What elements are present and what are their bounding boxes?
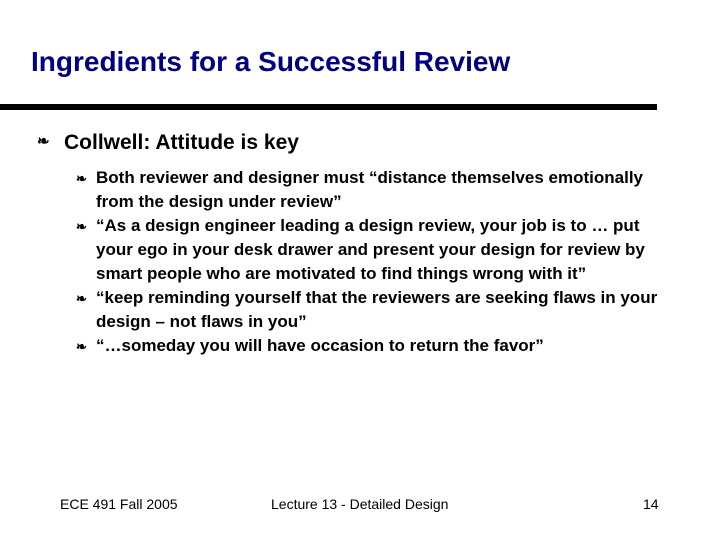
bullet-icon: ❧ <box>76 339 87 354</box>
bullet-icon: ❧ <box>37 133 50 150</box>
sub-bullet-text: “As a design engineer leading a design review, your job is to … put your ego in your desk drawer and present your design for review by smart people who are motivated to find things wrong with it” <box>96 216 645 283</box>
sub-bullet-item <box>76 214 666 286</box>
page-number: 14 <box>643 496 659 512</box>
bullet-icon: ❧ <box>76 219 87 234</box>
bullet-icon: ❧ <box>76 291 87 306</box>
sub-bullet-item <box>76 166 666 214</box>
title-divider <box>0 104 657 110</box>
sub-bullet-text: “…someday you will have occasion to return the favor” <box>96 336 544 355</box>
bullet-icon: ❧ <box>76 171 87 186</box>
main-bullet <box>37 131 677 155</box>
footer-course: ECE 491 Fall 2005 <box>60 496 178 512</box>
sub-bullet-item <box>76 334 666 358</box>
sub-bullet-list <box>76 166 666 358</box>
main-bullet-text: Collwell: Attitude is key <box>64 131 299 154</box>
sub-bullet-text: Both reviewer and designer must “distance themselves emotionally from the design under review” <box>96 168 644 211</box>
sub-bullet-item <box>76 286 666 334</box>
footer-lecture: Lecture 13 - Detailed Design <box>271 496 449 512</box>
sub-bullet-text: “keep reminding yourself that the reviewers are seeking flaws in your design – not flaws in you” <box>96 288 658 331</box>
slide-title: Ingredients for a Successful Review <box>31 46 511 77</box>
